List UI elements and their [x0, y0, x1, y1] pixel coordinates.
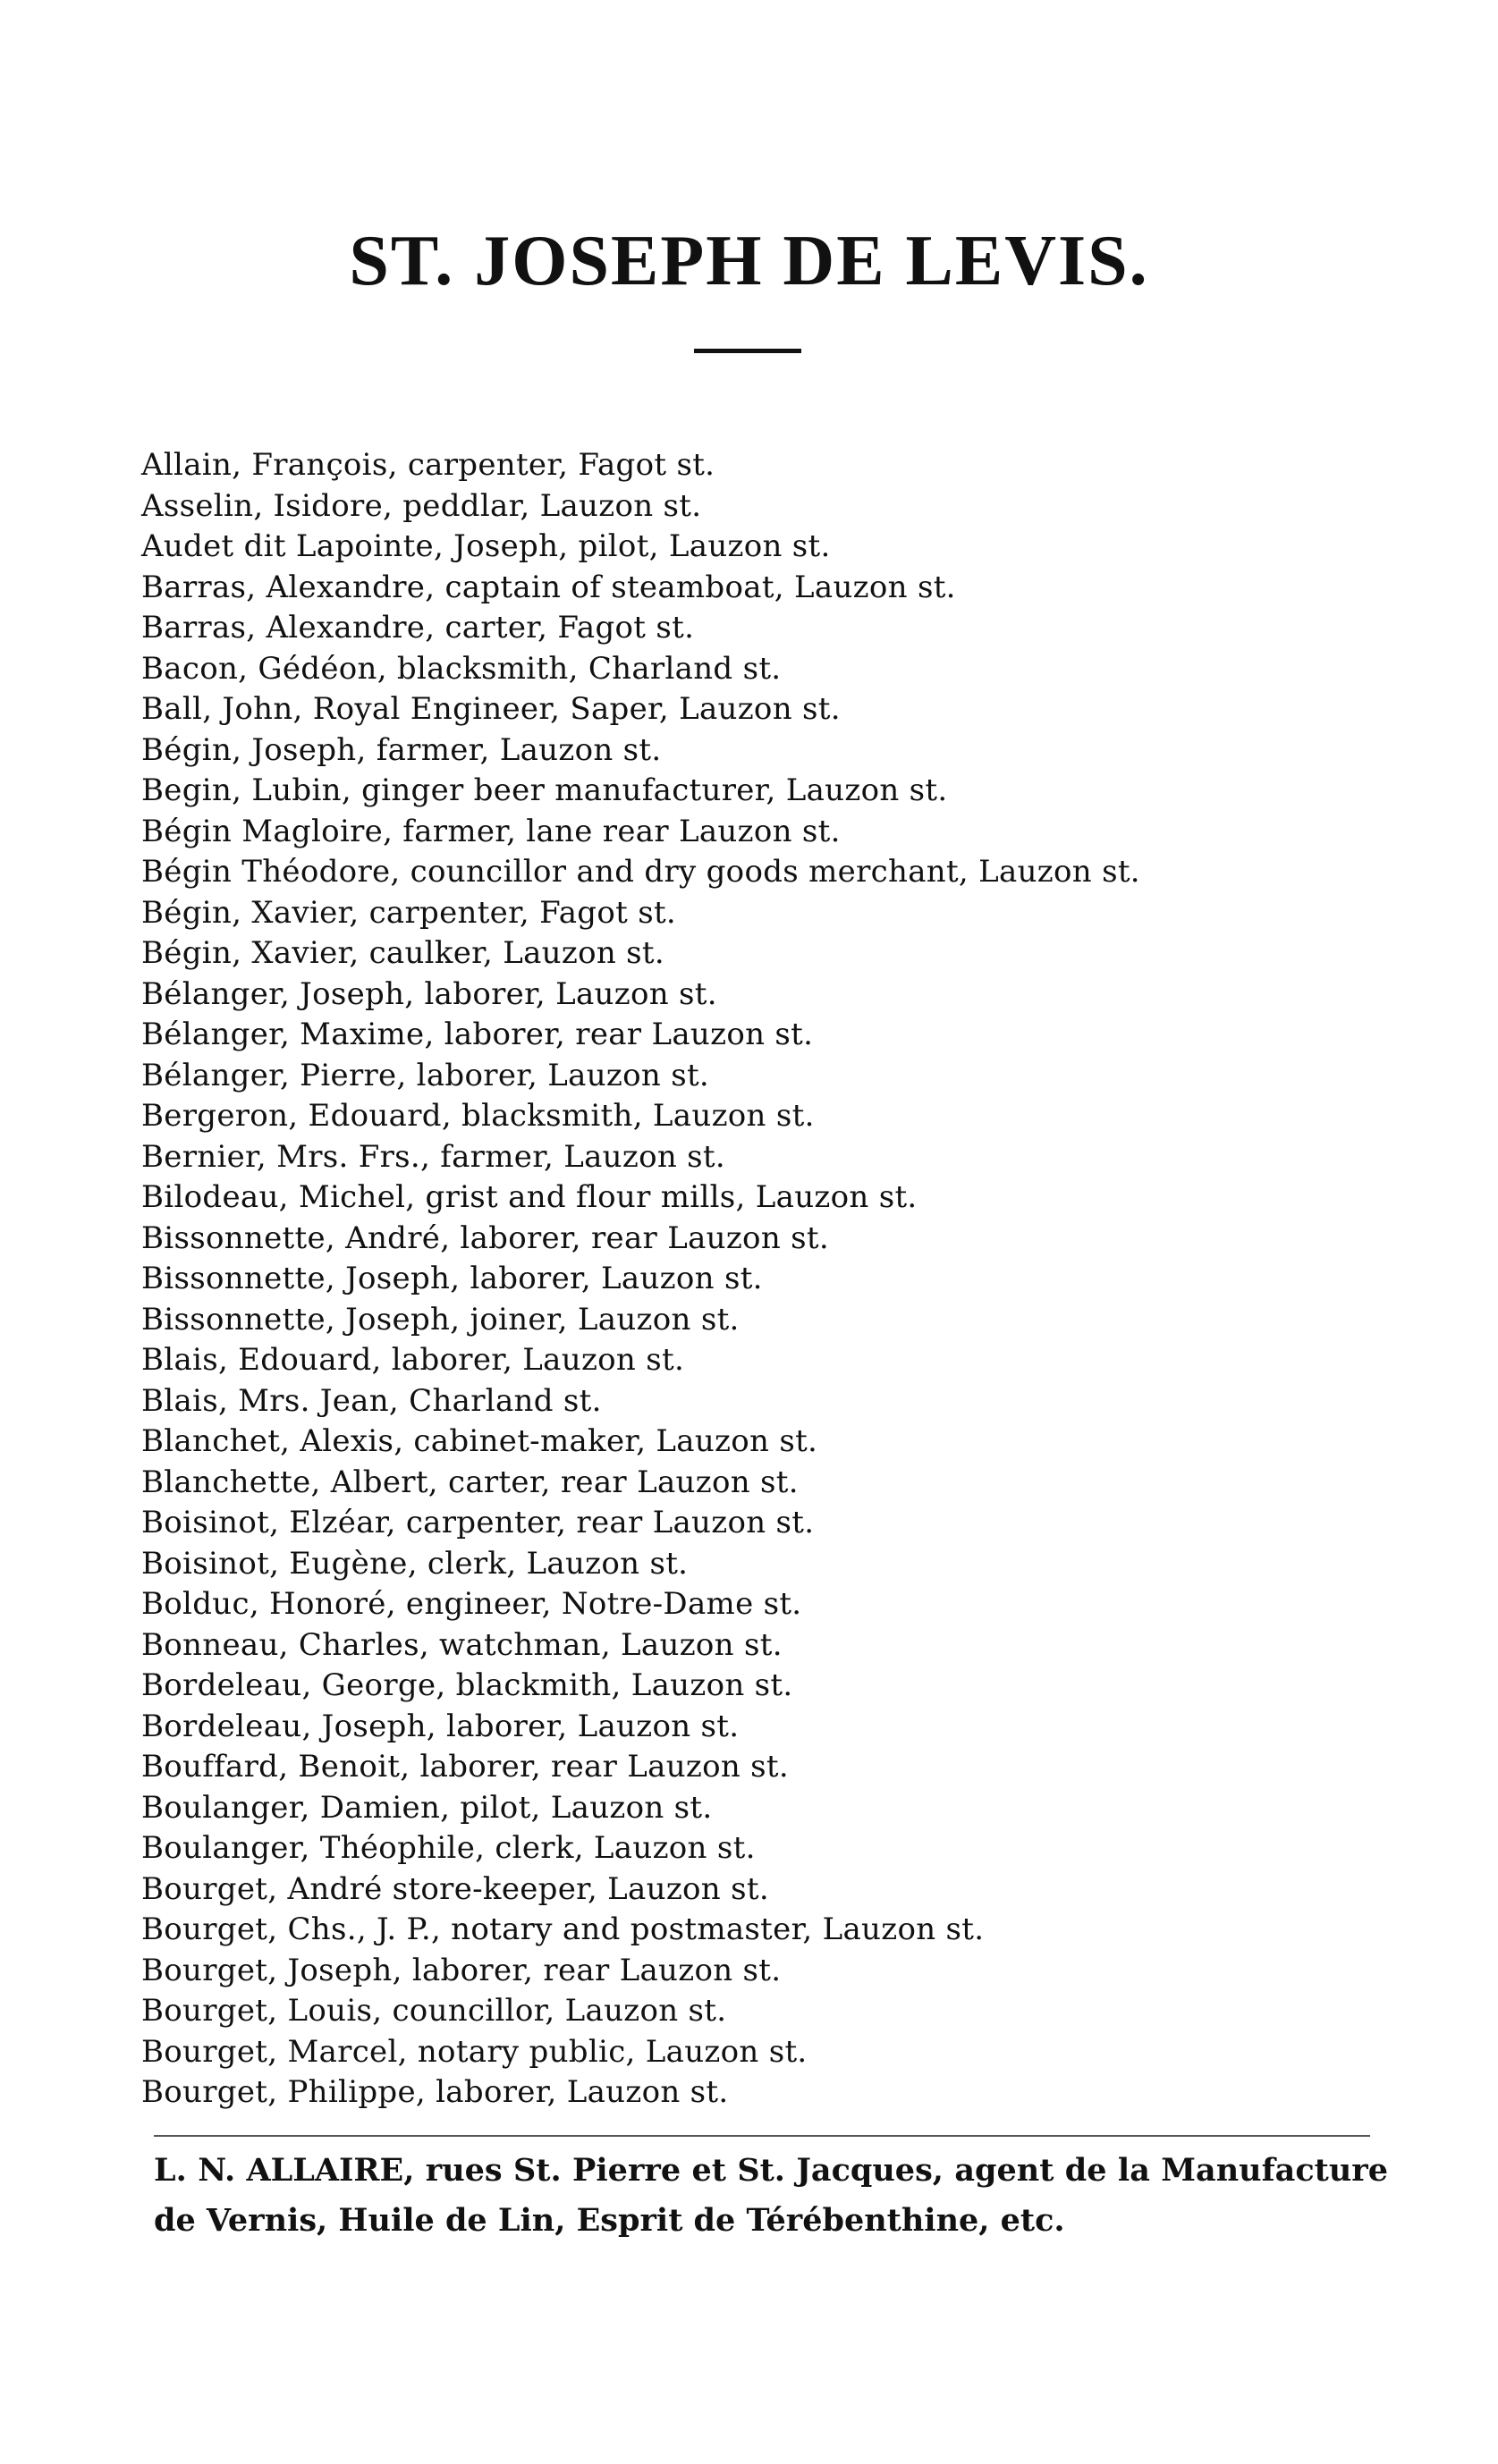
directory-entry: Blanchette, Albert, carter, rear Lauzon st. — [141, 1464, 799, 1500]
directory-entry: Bourget, Louis, councillor, Lauzon st. — [141, 1993, 727, 2029]
directory-entry: Boisinot, Eugène, clerk, Lauzon st. — [141, 1545, 689, 1582]
directory-entry: Boisinot, Elzéar, carpenter, rear Lauzon st. — [141, 1505, 815, 1540]
directory-entry: Bilodeau, Michel, grist and flour mills, Lauzon st. — [141, 1179, 918, 1215]
directory-entry: Bacon, Gédéon, blacksmith, Charland st. — [141, 650, 782, 687]
directory-entry: Barras, Alexandre, captain of steamboat, Lauzon st. — [141, 569, 956, 605]
directory-entry: Blais, Mrs. Jean, Charland st. — [141, 1382, 602, 1419]
directory-entry: Bégin, Xavier, carpenter, Fagot st. — [141, 894, 677, 931]
directory-entry: Bégin, Xavier, caulker, Lauzon st. — [141, 935, 664, 971]
directory-entry: Bélanger, Maxime, laborer, rear Lauzon st. — [141, 1017, 814, 1052]
directory-entry: Blais, Edouard, laborer, Lauzon st. — [141, 1342, 685, 1378]
directory-entry: Bélanger, Pierre, laborer, Lauzon st. — [141, 1057, 710, 1093]
directory-entry: Bissonnette, Joseph, joiner, Lauzon st. — [141, 1301, 740, 1337]
footer-rule — [154, 2135, 1370, 2137]
directory-entry: Bégin Théodore, councillor and dry goods merchant, Lauzon st. — [141, 854, 1140, 890]
directory-entry: Bissonnette, André, laborer, rear Lauzon st. — [141, 1219, 829, 1256]
directory-entry: Bernier, Mrs. Frs., farmer, Lauzon st. — [141, 1138, 725, 1175]
directory-entry: Bégin Magloire, farmer, lane rear Lauzon st. — [141, 813, 841, 849]
directory-entry: Bordeleau, George, blackmith, Lauzon st. — [141, 1667, 793, 1703]
directory-entry: Bonneau, Charles, watchman, Lauzon st. — [141, 1626, 783, 1663]
directory-entry: Audet dit Lapointe, Joseph, pilot, Lauzon st. — [141, 528, 831, 564]
advertisement-footer: L. N. ALLAIRE, rues St. Pierre et St. Jacques, agent de la Manufacture de Vernis, Huile de Lin, Esprit de Térébenthine, etc. — [154, 2152, 1388, 2239]
directory-entry: Bolduc, Honoré, engineer, Notre-Dame st. — [141, 1586, 802, 1622]
directory-entry: Bélanger, Joseph, laborer, Lauzon st. — [141, 975, 717, 1012]
directory-entry: Bourget, André store-keeper, Lauzon st. — [141, 1870, 769, 1907]
directory-entry: Ball, John, Royal Engineer, Saper, Lauzon st. — [141, 691, 841, 727]
directory-entry: Boulanger, Théophile, clerk, Lauzon st. — [141, 1830, 756, 1866]
page-title: ST. JOSEPH DE LEVIS. — [349, 221, 1149, 300]
directory-entry: Bouffard, Benoit, laborer, rear Lauzon st. — [141, 1749, 789, 1785]
directory-entry: Bourget, Chs., J. P., notary and postmaster, Lauzon st. — [141, 1911, 985, 1947]
directory-entry: Bourget, Marcel, notary public, Lauzon st. — [141, 2033, 808, 2070]
title-rule — [694, 349, 801, 353]
directory-entry: Bourget, Joseph, laborer, rear Lauzon st. — [141, 1952, 782, 1988]
directory-entry: Boulanger, Damien, pilot, Lauzon st. — [141, 1789, 713, 1826]
directory-entry: Bourget, Philippe, laborer, Lauzon st. — [141, 2074, 729, 2110]
directory-entry: Allain, François, carpenter, Fagot st. — [141, 447, 715, 483]
directory-entry: Asselin, Isidore, peddlar, Lauzon st. — [141, 487, 702, 524]
directory-list — [141, 445, 1411, 2114]
directory-entry: Bissonnette, Joseph, laborer, Lauzon st. — [141, 1261, 763, 1296]
directory-entry: Bordeleau, Joseph, laborer, Lauzon st. — [141, 1708, 740, 1744]
directory-entry: Blanchet, Alexis, cabinet-maker, Lauzon st. — [141, 1423, 818, 1459]
directory-entry: Barras, Alexandre, carter, Fagot st. — [141, 610, 695, 646]
directory-entry: Bergeron, Edouard, blacksmith, Lauzon st. — [141, 1098, 815, 1134]
directory-entry: Begin, Lubin, ginger beer manufacturer, Lauzon st. — [141, 772, 948, 808]
directory-entry: Bégin, Joseph, farmer, Lauzon st. — [141, 731, 662, 768]
